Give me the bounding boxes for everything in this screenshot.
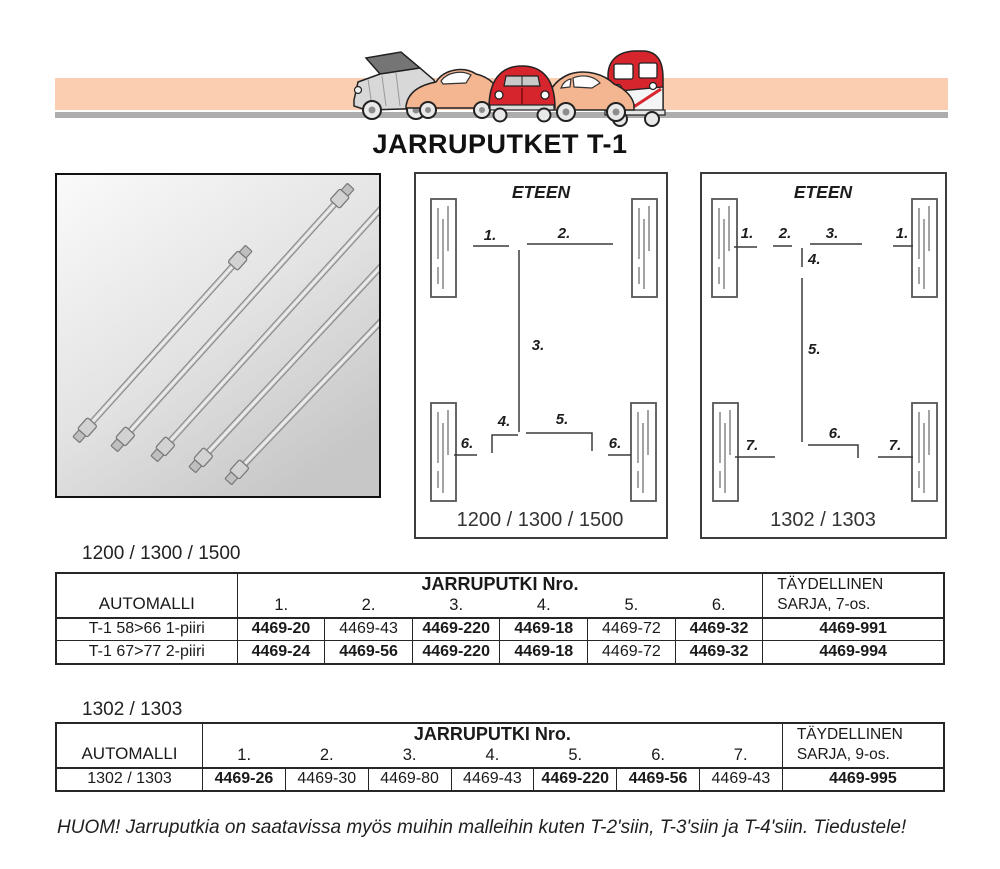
wheel-rear-left: [431, 403, 456, 501]
diagram-caption: 1302 / 1303: [770, 509, 876, 531]
part-number-cell: 4469-56: [325, 641, 413, 664]
part-number-cell: 4469-18: [500, 641, 588, 664]
complete-set-cell: 4469-995: [782, 768, 944, 791]
column-header-number: 2.: [325, 595, 413, 618]
parts-table-1200-1300-1500: [55, 572, 945, 665]
wheel-front-left: [431, 199, 456, 297]
column-header-number: 4.: [451, 745, 534, 768]
pipe-label-1-right: 1.: [895, 225, 909, 242]
part-number-cell: 4469-72: [588, 618, 676, 641]
column-header-automalli: AUTOMALLI: [56, 723, 203, 768]
diagram-heading: ETEEN: [511, 182, 571, 202]
complete-set-cell: 4469-994: [763, 641, 944, 664]
pipe-label-5: 5.: [808, 341, 821, 358]
column-header-number: 6.: [675, 595, 763, 618]
sarja-label-line1: TÄYDELLINEN: [796, 726, 903, 744]
pipe-label-6-left: 6.: [460, 435, 474, 452]
sarja-label-line2: SARJA, 9-os.: [796, 746, 890, 764]
table-heading-1200-1300-1500: 1200 / 1300 / 1500: [82, 543, 241, 564]
pipe-label-1-left: 1.: [740, 225, 754, 242]
column-header-number: 6.: [617, 745, 700, 768]
column-header-number: 4.: [500, 595, 588, 618]
page-title: JARRUPUTKET T-1: [372, 129, 628, 159]
part-number-cell: 4469-72: [588, 641, 676, 664]
red-beetle-car: [489, 66, 555, 122]
column-header-sarja: [782, 723, 944, 768]
part-number-cell: 4469-32: [675, 641, 763, 664]
column-header-number: 1.: [237, 595, 325, 618]
part-number-cell: 4469-220: [412, 618, 500, 641]
pipe-label-6: 6.: [828, 425, 842, 442]
brake-pipes-image: [57, 175, 379, 496]
wheel-front-left: [712, 199, 737, 297]
column-group-header-jarruputki-nro: JARRUPUTKI Nro.: [203, 723, 783, 745]
table-heading-1302-1303: 1302 / 1303: [82, 699, 183, 720]
part-number-cell: 4469-18: [500, 618, 588, 641]
sarja-label-line2: SARJA, 7-os.: [777, 596, 871, 614]
brake-pipes-photo: [55, 173, 381, 498]
column-header-number: 3.: [368, 745, 451, 768]
part-number-cell: 4469-220: [412, 641, 500, 664]
pipe-label-4: 4.: [497, 413, 511, 430]
footer-note: HUOM! Jarruputkia on saatavissa myös muihin malleihin kuten T-2'siin, T-3'siin ja T-4'siin. Tiedustele!: [57, 817, 907, 838]
part-number-cell: 4469-26: [203, 768, 286, 791]
pipe-label-7-right: 7.: [888, 437, 902, 454]
part-number-cell: 4469-24: [237, 641, 325, 664]
pipe-label-4: 4.: [808, 251, 821, 268]
column-header-number: 2.: [285, 745, 368, 768]
column-header-number: 5.: [534, 745, 617, 768]
model-cell: 1302 / 1303: [56, 768, 203, 791]
complete-set-cell: 4469-991: [763, 618, 944, 641]
part-number-cell: 4469-43: [699, 768, 782, 791]
pipe-label-3: 3.: [825, 225, 839, 242]
pipe-label-1: 1.: [483, 227, 497, 244]
diagram-caption: 1200 / 1300 / 1500: [456, 509, 624, 531]
column-header-sarja: [763, 573, 944, 618]
table-row: [56, 618, 944, 641]
part-number-cell: 4469-30: [285, 768, 368, 791]
wheel-rear-right: [912, 403, 937, 501]
part-number-cell: 4469-56: [617, 768, 700, 791]
part-number-cell: 4469-43: [451, 768, 534, 791]
pipe-label-6-right: 6.: [608, 435, 622, 452]
wheel-rear-right: [631, 403, 656, 501]
pipe-label-7-left: 7.: [745, 437, 759, 454]
part-number-cell: 4469-220: [534, 768, 617, 791]
wheel-rear-left: [713, 403, 738, 501]
part-number-cell: 4469-80: [368, 768, 451, 791]
pipe-label-5: 5.: [555, 411, 569, 428]
table-row: [56, 768, 944, 791]
part-number-cell: 4469-32: [675, 618, 763, 641]
model-cell: T-1 67>77 2-piiri: [56, 641, 237, 664]
column-header-number: 3.: [412, 595, 500, 618]
diagram-1302-1303: [700, 172, 947, 539]
table-row: [56, 641, 944, 664]
column-group-header-jarruputki-nro: JARRUPUTKI Nro.: [237, 573, 763, 595]
column-header-number: 5.: [588, 595, 676, 618]
sarja-label-line1: TÄYDELLINEN: [777, 576, 884, 594]
pipe-label-2: 2.: [778, 225, 792, 242]
cars-illustration: [346, 42, 666, 127]
pipe-label-3: 3.: [531, 337, 545, 354]
pipe-label-2: 2.: [557, 225, 571, 242]
part-number-cell: 4469-20: [237, 618, 325, 641]
wheel-front-right: [632, 199, 657, 297]
model-cell: T-1 58>66 1-piiri: [56, 618, 237, 641]
column-header-number: 1.: [203, 745, 286, 768]
wheel-front-right: [912, 199, 937, 297]
diagram-heading: ETEEN: [793, 182, 853, 202]
column-header-automalli: AUTOMALLI: [56, 573, 237, 618]
column-header-number: 7.: [699, 745, 782, 768]
diagram-1200-1300-1500: [414, 172, 668, 539]
parts-table-1302-1303: [55, 722, 945, 792]
part-number-cell: 4469-43: [325, 618, 413, 641]
